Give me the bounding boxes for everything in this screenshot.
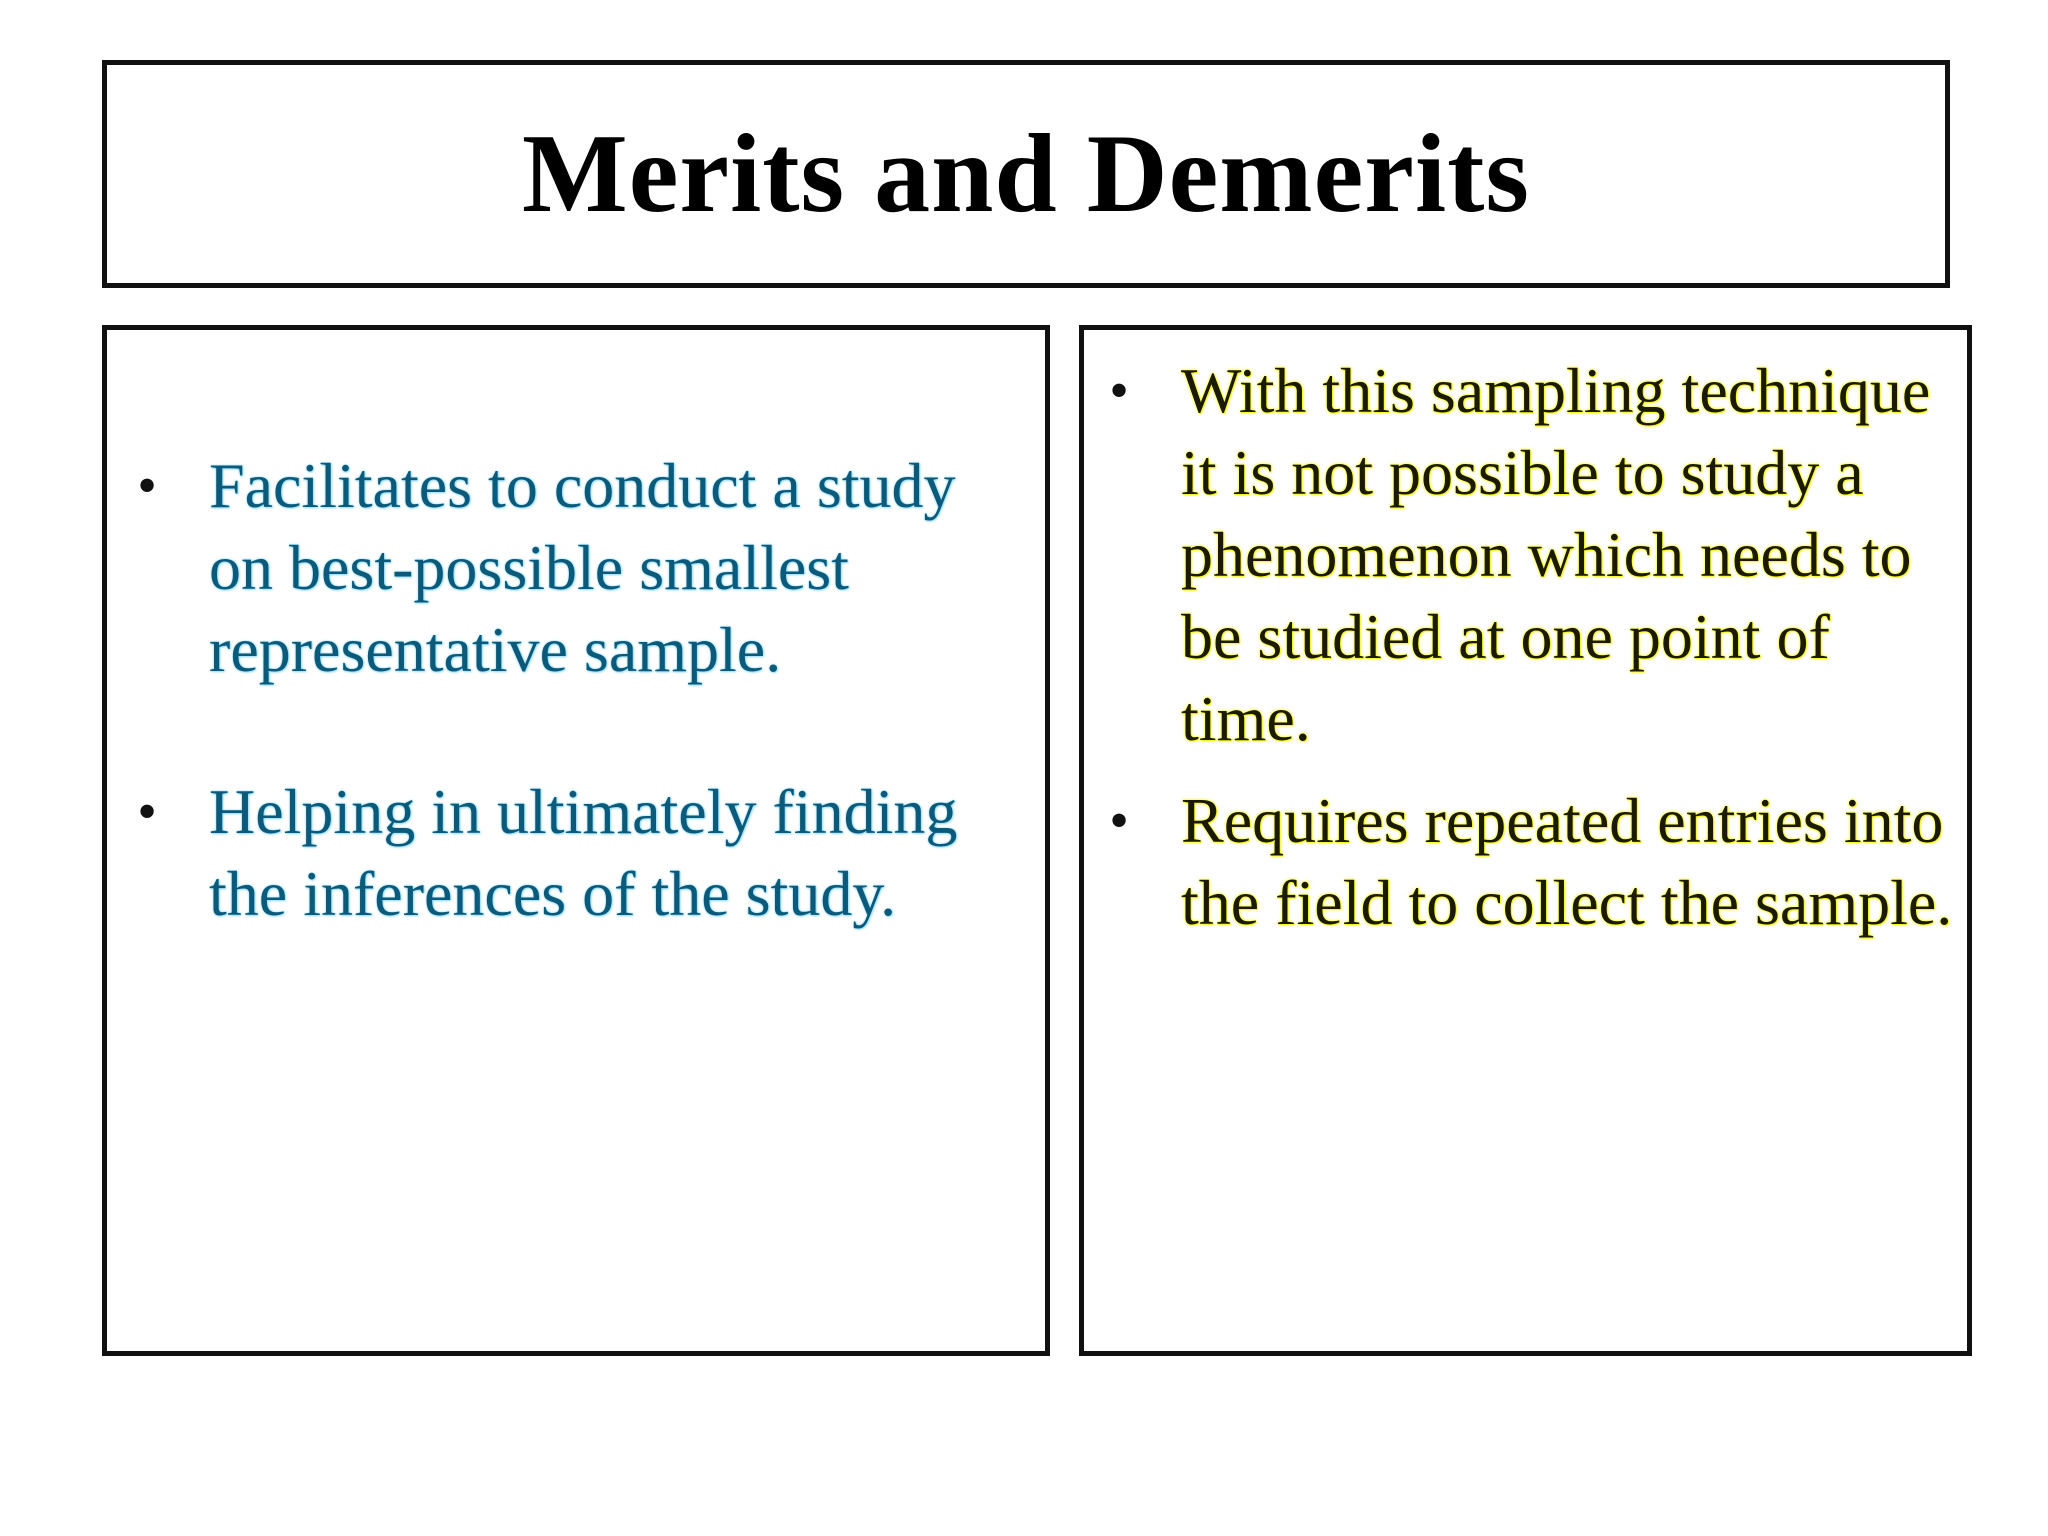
- demerit-text: With this sampling technique it is not possible to study a phenomenon which needs to be studied at one point of time.: [1181, 355, 1931, 754]
- bullet-dot-icon: •: [1109, 360, 1129, 422]
- bullet-dot-icon: •: [137, 455, 157, 517]
- list-item: [127, 445, 1027, 691]
- merit-text: Facilitates to conduct a study on best-possible smallest representative sample.: [209, 450, 956, 685]
- demerits-list: [1099, 350, 1959, 944]
- bullet-dot-icon: •: [1109, 790, 1129, 852]
- merit-text: Helping in ultimately finding the inferences of the study.: [209, 776, 958, 929]
- bullet-dot-icon: •: [137, 781, 157, 843]
- list-item: [1099, 350, 1959, 760]
- slide-title: Merits and Demerits: [521, 111, 1531, 236]
- demerits-panel: [1079, 325, 1972, 1356]
- demerit-text: Requires repeated entries into the field to collect the sample.: [1181, 785, 1953, 938]
- merits-panel: [102, 325, 1050, 1356]
- list-item: [127, 771, 1027, 935]
- title-box: [102, 60, 1950, 288]
- merits-list: [127, 445, 1027, 935]
- list-item: [1099, 780, 1959, 944]
